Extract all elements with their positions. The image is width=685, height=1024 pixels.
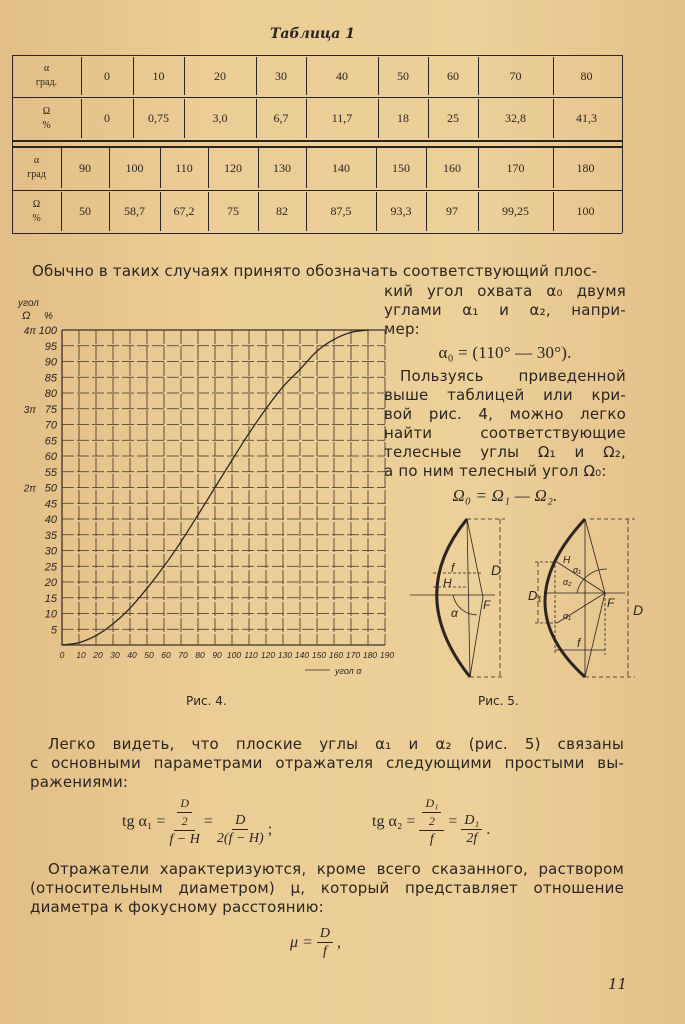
y-tick-label: 50 [44,482,57,495]
table-cell: 110 [175,160,193,175]
table-cell: 120 [224,160,242,175]
table-cell: 20 [214,68,226,83]
paragraph-line: вой рис. 4, можно легко [384,405,626,423]
reflector-right [535,519,635,677]
table-rule [256,57,257,95]
denominator: 2 [181,814,188,828]
formula-text: tg α₂ = [372,812,416,830]
paragraph-line: (относительным диаметром) μ, который представляет отношение [30,879,624,897]
table-rule [428,99,429,138]
fraction [217,812,264,847]
table-rule [553,192,554,231]
table-rule [376,192,377,231]
table-rule [478,148,479,188]
data-point [350,332,351,333]
denominator: 2 [428,814,435,828]
data-point [78,642,79,643]
label-H: H [563,555,571,566]
y-tick-label: 5 [50,624,57,637]
table-cell: 97 [446,204,458,218]
table-cell: 60 [447,68,459,83]
formula: α₀ = (110° — 30°). [438,343,572,362]
paragraph-line: Обычно в таких случаях принято обозначать соответствующий плос- [32,262,598,280]
numerator: D [232,812,248,830]
x-axis-label: угол α [335,666,362,676]
table-cell: 25 [447,111,459,125]
y-tick-label: 90 [44,356,57,369]
paragraph-line: углами α₁ и α₂, напри- [384,301,626,319]
paragraph-2 [30,735,624,792]
data-point [95,635,96,636]
y-tick-label: 30 [44,545,57,558]
formula-text: tg α₁ = [122,812,166,830]
table-rule [258,192,259,231]
table-rule [478,57,479,95]
table-cell: 170 [506,160,525,175]
fraction [317,925,333,960]
table-cell: 58,7 [124,204,145,218]
reflector-left [410,519,505,677]
numerator: D₁ [422,795,441,813]
formula-text: ; [267,820,273,838]
data-point [282,386,283,387]
x-tick-label: 190 [379,650,395,660]
table-rule [426,192,427,231]
y-tick-label: 35 [44,529,57,542]
table-rule [622,55,623,233]
table-rule [133,99,134,138]
table-row-header: α град [27,155,46,180]
table-cell: 11,7 [331,111,353,125]
y-pi-label: 2π [23,483,36,495]
denominator: f [322,944,327,959]
x-tick-label: 60 [161,650,171,660]
table-rule [258,148,259,188]
y-tick-label: 70 [44,419,57,432]
table-rule [12,233,622,234]
formula-tg-alpha2 [372,795,490,848]
table-rule [306,99,307,138]
y-tick-label: 100 [38,325,57,337]
table-rule [184,99,185,138]
x-tick-label: 180 [362,650,378,660]
denominator: f − H [169,832,200,847]
formula-tg-alpha1 [122,795,272,848]
table-cell: 140 [332,160,350,175]
x-tick-label: 110 [244,650,258,660]
table-cell: 3,0 [212,111,228,125]
paragraph-line: Отражатели характеризуются, кроме всего сказанного, раствором [48,860,624,878]
table-rule [81,57,82,95]
paragraph-line: а по ним телесный угол Ω₀: [384,462,607,480]
table-rule [306,192,307,231]
y-tick-label: 80 [44,388,57,400]
paragraph-line: Пользуясь приведенной [400,367,626,385]
y-tick-label: 55 [44,466,57,479]
data-point [265,408,266,409]
x-tick-label: 170 [345,650,361,660]
table-cell: 0,75 [148,111,169,125]
denominator: 2(f − H) [216,831,264,846]
table-cell: 18 [397,111,409,125]
data-point [180,541,181,542]
label-f: f [577,636,581,650]
table-rule [133,57,134,95]
table-rule [208,148,209,188]
paragraph-line: выше таблицей или кри- [384,386,626,404]
table-rule [109,192,110,231]
fraction [461,812,482,847]
table-cell: 130 [273,160,291,175]
x-tick-label: 150 [311,650,327,660]
data-point [316,351,317,352]
table-rule [306,57,307,95]
table-rule [306,148,307,188]
table-cell: 50 [397,68,409,83]
table-cell: 82 [276,204,288,218]
y-tick-label: 25 [44,561,57,574]
table-cell: 67,2 [173,204,195,218]
table-rule [61,148,62,188]
paragraph-line: кий угол охвата α₀ двумя [384,282,626,300]
x-tick-label: 120 [260,650,276,660]
data-point [163,566,164,567]
data-point [248,433,249,434]
label-alpha1: α₁ [563,611,571,621]
table-cell: 150 [392,160,410,175]
label-f: f [451,561,455,575]
table-cell: 93,3 [390,204,412,218]
y-tick-label: 20 [44,577,57,589]
table-rule [478,192,479,231]
paragraph-line: диаметра к фокусному расстоянию: [30,898,324,916]
x-tick-label: 160 [328,650,344,660]
x-tick-label: 50 [144,650,154,660]
x-tick-label: 40 [127,650,137,660]
table-cell: 100 [576,204,595,218]
denominator: f [429,832,434,847]
y-tick-label: 10 [44,608,57,621]
table-cell: 50 [79,204,91,218]
data-point [112,623,113,624]
table-row-header: Ω % [42,105,51,131]
table-rule [426,148,427,188]
x-tick-label: 100 [226,650,242,660]
y-pi-label: 3π [23,404,36,416]
y-tick-label: 95 [44,340,57,353]
formula-text: = [203,812,213,830]
y-tick-label: 45 [44,498,57,511]
y-axis-unit: % [44,311,53,322]
table-cell: 87,5 [330,204,352,218]
x-tick-label: 10 [76,650,86,660]
table-rule [208,192,209,231]
y-pi-label: 4π [23,326,36,337]
table-rule [378,99,379,138]
data-point [299,369,300,370]
table-rule [12,140,622,142]
table-cell: 41,3 [576,111,597,125]
table-cell: 0 [104,68,110,83]
table-rule [81,99,82,138]
label-F: F [607,596,615,610]
table-row-header: Ω % [32,198,41,224]
table-cell: 40 [336,68,348,83]
x-tick-label: 80 [195,650,205,660]
table-rule [428,57,429,95]
table-rule [478,99,479,138]
table-rule [160,192,161,231]
table-title: Таблица 1 [270,26,355,42]
label-alpha1: α₁ [573,565,581,575]
data-point [61,644,62,645]
x-tick-label: 30 [110,650,120,660]
paragraph-line: Легко видеть, что плоские углы α₁ и α₂ (рис. 5) связаны [48,735,624,753]
x-tick-label: 140 [294,650,310,660]
fraction [419,795,444,848]
formula-text: . [486,820,491,838]
y-tick-label: 40 [44,514,57,526]
table-cell: 0 [104,111,110,125]
label-H: H [443,576,452,590]
label-D: D [491,562,502,578]
table-cell: 10 [152,68,165,83]
y-axis-symbol: Ω [22,310,31,322]
label-D1: D₁ [528,588,542,603]
x-tick-label: 70 [178,650,188,660]
table-rule [184,57,185,95]
y-tick-label: 60 [44,451,57,463]
table-rule [160,148,161,188]
data-point [231,459,232,460]
y-tick-label: 65 [44,435,57,448]
data-point [333,339,334,340]
label-F: F [483,598,491,612]
chart-fig4 [0,290,395,690]
table-rule [553,148,554,188]
table-cell: 70 [509,68,522,83]
table-cell: 160 [443,160,461,175]
table-rule [553,99,554,138]
table-cell: 100 [125,160,144,175]
paragraph-line: мер: [384,320,420,338]
table-row-header: α град. [35,63,58,88]
formula: Ω₀ = Ω₁ — Ω₂. [452,486,558,505]
table-cell: 75 [227,204,239,218]
table-cell: 30 [275,68,287,83]
paragraph-3 [30,860,624,917]
table-cell: 90 [79,160,91,175]
paragraph-line: с основными параметрами отражателя следующими простыми вы- [30,754,624,772]
numerator: D [177,795,192,813]
data-point [146,588,147,589]
x-tick-label: 90 [212,650,222,660]
table-cell: 32,8 [505,111,526,125]
table-rule [256,99,257,138]
label-alpha: α [451,606,458,620]
x-tick-label: 0 [59,650,65,660]
y-tick-label: 75 [44,403,57,416]
y-tick-label: 15 [44,592,57,605]
fraction [169,795,199,848]
formula-text: = [448,812,458,830]
table-rule [376,148,377,188]
table-rule [553,57,554,95]
numerator: D₁ [461,812,482,830]
figure-caption: Рис. 5. [478,694,519,708]
label-D: D [633,602,644,618]
paragraph-line: телесные углы Ω₁ и Ω₂, [384,443,626,461]
paragraph-line: найти соответствующие [384,424,626,442]
table-cell: 180 [576,160,595,175]
table-cell: 6,7 [273,111,289,125]
data-point [214,487,215,488]
table-rule [378,57,379,95]
numerator: D [317,925,333,943]
data-point [129,608,130,609]
data-point [367,329,368,330]
y-tick-label: 85 [44,372,57,385]
right-column-text [384,282,626,511]
page-number: 11 [608,975,628,993]
table-rule [61,192,62,231]
y-axis-label: угол [18,298,39,309]
figure-caption: Рис. 4. [186,694,227,708]
paragraph-line: ражениями: [30,773,129,791]
diagram-fig5 [395,505,685,690]
formula-mu [290,925,341,960]
formula-text: , [336,933,341,951]
x-tick-label: 130 [277,650,293,660]
x-tick-label: 20 [93,650,103,660]
table-cell: 99,25 [502,204,529,218]
formula-text: μ = [290,933,313,951]
table-cell: 80 [580,68,593,83]
label-alpha2: α₂ [563,577,572,587]
data-point [197,514,198,515]
denominator: 2f [466,831,478,846]
table-rule [109,148,110,188]
